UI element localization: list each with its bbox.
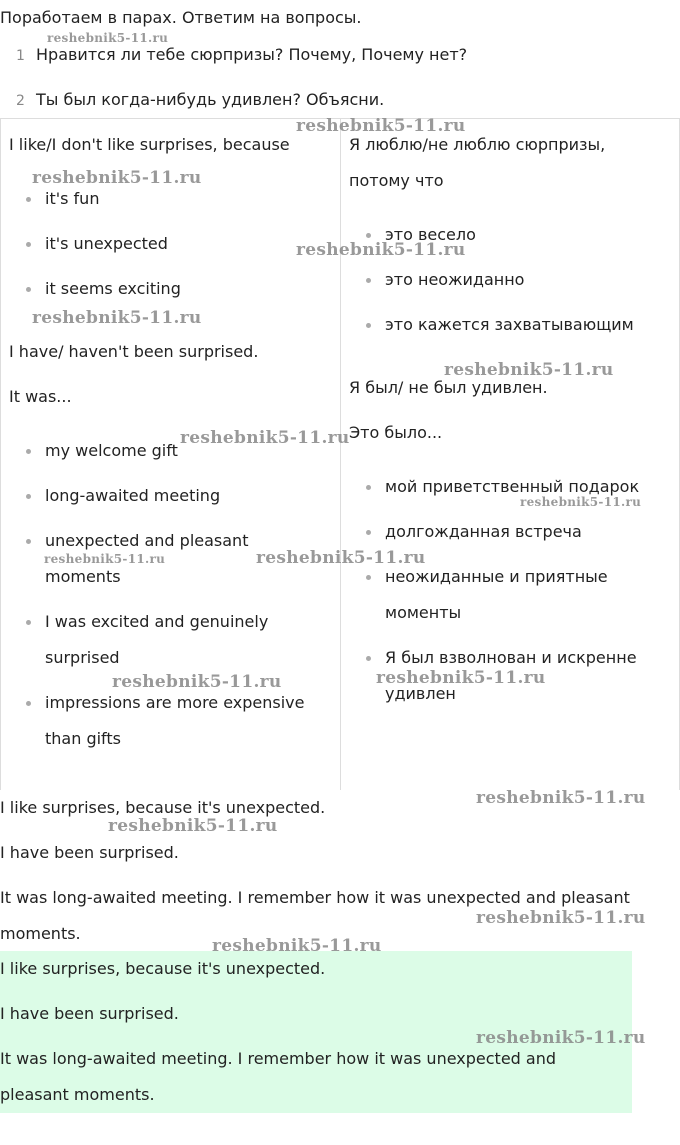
watermark: reshebnik5-11.ru: [376, 668, 546, 688]
phrase-table: [0, 118, 680, 790]
list-item: I was excited and genuinely: [45, 612, 269, 631]
left-intro: I like/I don't like surprises, because: [9, 135, 290, 154]
watermark: reshebnik5-11.ru: [108, 816, 278, 836]
left-para: I have/ haven't been surprised.: [9, 342, 259, 361]
answer-line: moments.: [0, 924, 81, 943]
watermark: reshebnik5-11.ru: [476, 788, 646, 808]
right-intro: потому что: [349, 171, 444, 190]
watermark: reshebnik5-11.ru: [476, 1028, 646, 1048]
list-item: it's unexpected: [45, 234, 168, 253]
answer-line: pleasant moments.: [0, 1085, 155, 1104]
list-item-continuation: удивлен: [385, 684, 456, 703]
answer-line: It was long-awaited meeting. I remember how it was unexpected and: [0, 1049, 556, 1068]
column-divider: [340, 119, 341, 790]
list-item-continuation: moments: [45, 567, 121, 586]
list-item: it's fun: [45, 189, 100, 208]
watermark: reshebnik5-11.ru: [112, 672, 282, 692]
watermark: reshebnik5-11.ru: [256, 548, 426, 568]
answer-line: I have been surprised.: [0, 1004, 179, 1023]
right-para: Я был/ не был удивлен.: [349, 378, 548, 397]
list-item: long-awaited meeting: [45, 486, 221, 505]
list-item: это неожиданно: [385, 270, 525, 289]
list-item: impressions are more expensive: [45, 693, 305, 712]
answer-line: I have been surprised.: [0, 843, 179, 862]
watermark: reshebnik5-11.ru: [32, 308, 202, 328]
left-para: It was...: [9, 387, 72, 406]
watermark: reshebnik5-11.ru: [212, 936, 382, 956]
list-item: это весело: [385, 225, 476, 244]
question-number: 1: [16, 48, 25, 64]
right-intro: Я люблю/не люблю сюрпризы,: [349, 135, 606, 154]
answer-line: I like surprises, because it's unexpected.: [0, 959, 326, 978]
right-para: Это было...: [349, 423, 443, 442]
answer-line: It was long-awaited meeting. I remember how it was unexpected and pleasant: [0, 888, 630, 907]
question-1: [16, 45, 467, 64]
watermark: reshebnik5-11.ru: [296, 240, 466, 260]
watermark: reshebnik5-11.ru: [180, 428, 350, 448]
question-number: 2: [16, 93, 25, 109]
list-item: unexpected and pleasant: [45, 531, 249, 550]
list-item: it seems exciting: [45, 279, 181, 298]
watermark: reshebnik5-11.ru: [32, 168, 202, 188]
list-item: my welcome gift: [45, 441, 178, 460]
watermark: reshebnik5-11.ru: [476, 908, 646, 928]
watermark: reshebnik5-11.ru: [520, 495, 642, 509]
answer-line: I like surprises, because it's unexpected.: [0, 798, 326, 817]
list-item-continuation: surprised: [45, 648, 120, 667]
question-2: [16, 90, 384, 109]
watermark: reshebnik5-11.ru: [296, 116, 466, 136]
watermark: reshebnik5-11.ru: [47, 31, 169, 45]
list-item: это кажется захватывающим: [385, 315, 634, 334]
watermark: reshebnik5-11.ru: [444, 360, 614, 380]
list-item: неожиданные и приятные: [385, 567, 608, 586]
list-item: долгожданная встреча: [385, 522, 582, 541]
task-title: Поработаем в парах. Ответим на вопросы.: [0, 8, 362, 27]
list-item: мой приветственный подарок: [385, 477, 640, 496]
question-text: Нравится ли тебе сюрпризы? Почему, Почему нет?: [36, 45, 468, 64]
list-item-continuation: than gifts: [45, 729, 122, 748]
watermark: reshebnik5-11.ru: [44, 552, 166, 566]
list-item-continuation: моменты: [385, 603, 462, 622]
question-text: Ты был когда-нибудь удивлен? Объясни.: [36, 90, 385, 109]
list-item: Я был взволнован и искренне: [385, 648, 637, 667]
